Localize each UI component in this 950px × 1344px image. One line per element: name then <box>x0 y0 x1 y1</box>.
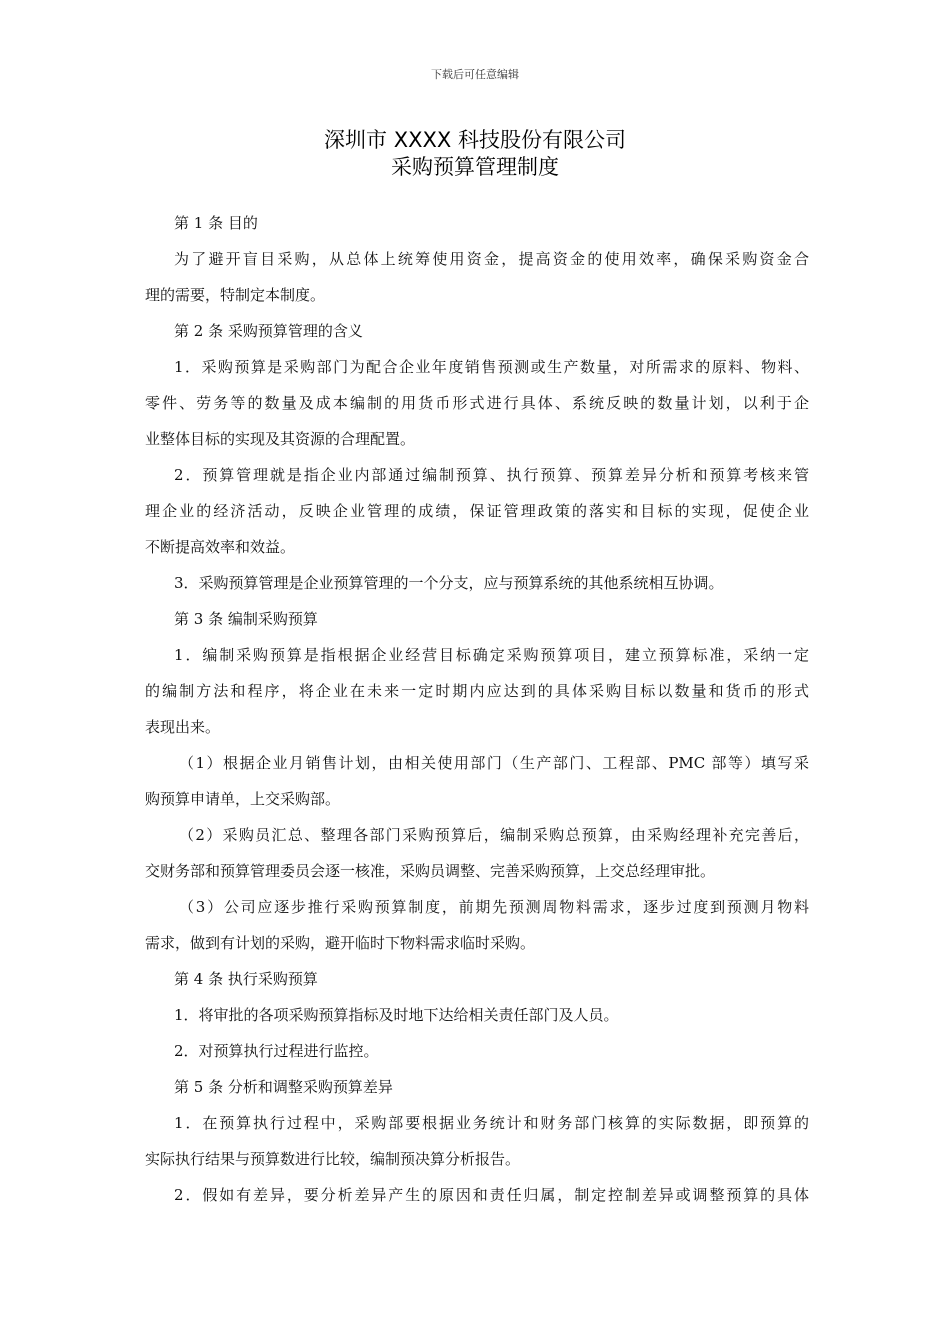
paragraph-line: 2．对预算执行过程进行监控。 <box>174 1042 379 1060</box>
document-body <box>145 207 809 1215</box>
paragraph-line: （1）根据企业月销售计划，由相关使用部门（生产部门、工程部、PMC 部等）填写采 <box>179 754 809 772</box>
paragraph-line: 的编制方法和程序，将企业在未来一定时期内应达到的具体采购目标以数量和货币的形式 <box>145 682 809 700</box>
paragraph-line: 需求，做到有计划的采购，避开临时下物料需求临时采购。 <box>145 934 536 952</box>
document-title: 采购预算管理制度 <box>391 155 559 179</box>
paragraph-line: 不断提高效率和效益。 <box>145 538 296 556</box>
paragraph-line: 1．编制采购预算是指根据企业经营目标确定采购预算项目，建立预算标准，采纳一定 <box>174 646 809 664</box>
paragraph-line: 实际执行结果与预算数进行比较，编制预决算分析报告。 <box>145 1150 521 1168</box>
paragraph-line: 表现出来。 <box>145 718 221 736</box>
article-5-heading: 第 5 条 分析和调整采购预算差异 <box>174 1078 393 1096</box>
paragraph-line: 零件、劳务等的数量及成本编制的用货币形式进行具体、系统反映的数量计划，以利于企 <box>145 394 809 412</box>
article-2-heading: 第 2 条 采购预算管理的含义 <box>174 322 363 340</box>
paragraph-line: 为了避开盲目采购，从总体上统筹使用资金，提高资金的使用效率，确保采购资金合 <box>174 250 809 268</box>
paragraph-line: 理企业的经济活动，反映企业管理的成绩，保证管理政策的落实和目标的实现，促使企业 <box>145 502 809 520</box>
document-title-company: 深圳市 XXXX 科技股份有限公司 <box>324 128 626 152</box>
paragraph-line: 1．采购预算是采购部门为配合企业年度销售预测或生产数量，对所需求的原料、物料、 <box>174 358 809 376</box>
article-1-heading: 第 1 条 目的 <box>174 214 258 232</box>
paragraph-line: 2．预算管理就是指企业内部通过编制预算、执行预算、预算差异分析和预算考核来管 <box>174 466 809 484</box>
paragraph-line: 2．假如有差异，要分析差异产生的原因和责任归属，制定控制差异或调整预算的具体 <box>174 1186 809 1204</box>
article-4-heading: 第 4 条 执行采购预算 <box>174 970 318 988</box>
paragraph-line: 业整体目标的实现及其资源的合理配置。 <box>145 430 416 448</box>
paragraph-line: （2）采购员汇总、整理各部门采购预算后，编制采购总预算，由采购经理补充完善后， <box>179 826 809 844</box>
paragraph-line: 理的需要，特制定本制度。 <box>145 286 326 304</box>
paragraph-line: 1．将审批的各项采购预算指标及时地下达给相关责任部门及人员。 <box>174 1006 619 1024</box>
paragraph-line: （3）公司应逐步推行采购预算制度，前期先预测周物料需求，逐步过度到预测月物料 <box>179 898 809 916</box>
paragraph-line: 3．采购预算管理是企业预算管理的一个分支，应与预算系统的其他系统相互协调。 <box>174 574 724 592</box>
paragraph-line: 1．在预算执行过程中，采购部要根据业务统计和财务部门核算的实际数据，即预算的 <box>174 1114 809 1132</box>
paragraph-line: 交财务部和预算管理委员会逐一核准，采购员调整、完善采购预算，上交总经理审批。 <box>145 862 716 880</box>
paragraph-line: 购预算申请单，上交采购部。 <box>145 790 341 808</box>
article-3-heading: 第 3 条 编制采购预算 <box>174 610 318 628</box>
header-note: 下载后可任意编辑 <box>431 68 519 81</box>
